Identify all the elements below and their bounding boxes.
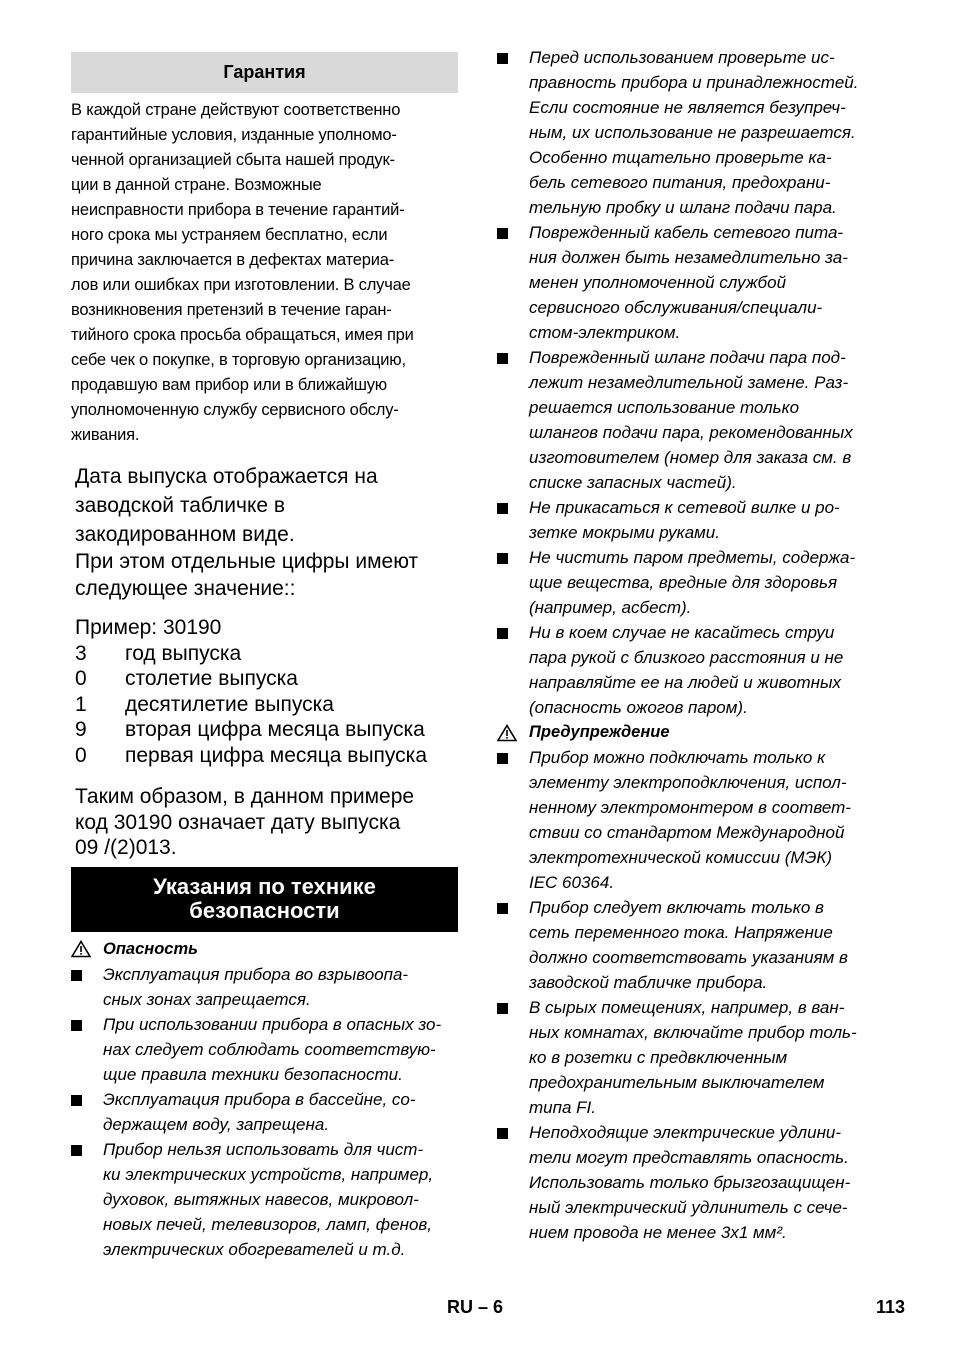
bullet-square-icon — [497, 220, 529, 345]
warning-label — [497, 720, 892, 745]
text-line: бель сетевого питания, предохрани- — [529, 173, 831, 192]
bullet-text — [103, 1012, 441, 1087]
example-line: Пример: 30190 — [75, 616, 222, 639]
right-column — [497, 45, 892, 1245]
text-line: (опасность ожогов паром). — [529, 698, 748, 717]
bullet-square-icon — [497, 895, 529, 995]
text-line: лежит незамедлительной замене. Раз- — [529, 373, 849, 392]
text-line: Не прикасаться к сетевой вилке и ро- — [529, 498, 840, 517]
bullet-square-icon — [71, 962, 103, 1012]
text-line: нием провода не менее 3x1 мм². — [529, 1223, 787, 1242]
code-meaning: вторая цифра месяца выпуска — [125, 718, 425, 741]
bullet-item — [71, 1137, 458, 1262]
text-line: правность прибора и принадлежностей. — [529, 73, 859, 92]
bullet-item — [497, 495, 892, 545]
code-row — [75, 641, 458, 667]
bullet-item — [497, 45, 892, 220]
bullet-item — [497, 345, 892, 495]
text-line: ствии со стандартом Международной — [529, 823, 845, 842]
safety-heading-line: безопасности — [189, 897, 340, 923]
danger-label-text: Опасность — [103, 939, 198, 958]
text-line: Прибор можно подключать только к — [529, 748, 826, 767]
text-line: сеть переменного тока. Напряжение — [529, 923, 833, 942]
text-line: предохранительным выключателем — [529, 1073, 825, 1092]
text-line: При использовании прибора в опасных зо- — [103, 1014, 442, 1034]
bullet-square-icon — [497, 995, 529, 1120]
text-line: зетке мокрыми руками. — [529, 523, 720, 542]
text-line: тийного срока просьба обращаться, имея при — [71, 326, 414, 344]
text-line: менен уполномоченной службой — [529, 273, 787, 292]
bullet-square-icon — [71, 1012, 103, 1087]
text-line: уполномоченную службу сервисного обслу- — [71, 401, 399, 419]
text-line: ния должен быть незамедлительно за- — [529, 248, 848, 267]
page-number: 113 — [876, 1297, 906, 1317]
text-line: Ни в коем случае не касайтесь струи — [529, 623, 835, 642]
warning-triangle-icon — [497, 724, 529, 742]
text-line: В сырых помещениях, например, в ван- — [529, 998, 845, 1017]
text-line: типа FI. — [529, 1098, 596, 1117]
bullet-item — [497, 220, 892, 345]
text-line: решается использование только — [529, 398, 800, 417]
code-meaning: первая цифра месяца выпуска — [125, 743, 428, 767]
text-line: держащем воду, запрещена. — [103, 1114, 330, 1134]
bullet-square-icon — [497, 745, 529, 895]
bullet-square-icon — [497, 1120, 529, 1245]
bullet-square-icon — [497, 495, 529, 545]
text-line: гарантийные условия, изданные уполномо- — [71, 126, 397, 144]
text-line: направляйте ее на людей и животных — [529, 673, 842, 692]
bullet-item — [497, 545, 892, 620]
text-line: продавшую вам прибор или в ближайшую — [71, 376, 387, 394]
danger-label — [71, 937, 458, 962]
text-line: новых печей, телевизоров, ламп, фенов, — [103, 1214, 432, 1234]
text-line: ный электрический удлинитель с сече- — [529, 1198, 848, 1217]
bullet-text — [529, 1120, 850, 1245]
bullet-text — [529, 220, 848, 345]
text-line: ных комнатах, включайте прибор толь- — [529, 1023, 857, 1042]
bullet-square-icon — [497, 345, 529, 495]
warning-label-text: Предупреждение — [529, 723, 670, 741]
bullet-text — [529, 895, 848, 995]
text-line: изготовителем (номер для заказа см. в — [529, 448, 852, 467]
bullet-square-icon — [497, 620, 529, 720]
text-line: ного срока мы устраняем бесплатно, если — [71, 226, 388, 244]
code-meaning: столетие выпуска — [125, 667, 298, 690]
code-meaning: десятилетие выпуска — [125, 692, 334, 716]
text-line: щие правила техники безопасности. — [103, 1064, 403, 1084]
intro-line: При этом отдельные цифры имеют — [75, 550, 419, 573]
text-line: электротехнической комиссии (МЭК) — [529, 848, 833, 867]
code-digit: 0 — [75, 667, 87, 690]
text-line: должно соответствовать указаниям в — [529, 948, 848, 967]
text-line: духовок, вытяжных навесов, микровол- — [103, 1189, 419, 1209]
text-line: Особенно тщательно проверьте ка- — [529, 148, 832, 167]
text-line: живания. — [71, 426, 140, 444]
bullet-square-icon — [71, 1137, 103, 1262]
bullet-item — [71, 1012, 458, 1087]
text-line: Эксплуатация прибора во взрывоопа- — [103, 964, 409, 984]
text-line: стом-электриком. — [529, 323, 681, 342]
code-row — [75, 717, 458, 743]
text-line: Перед использованием проверьте ис- — [529, 48, 835, 67]
intro-line: закодированном виде. — [75, 523, 295, 546]
code-digit: 0 — [75, 743, 87, 767]
text-line: лов или ошибках при изготовлении. В случае — [71, 276, 411, 294]
code-row — [75, 743, 458, 769]
text-line: ным, их использование не разрешается. — [529, 123, 856, 142]
text-line: В каждой стране действуют соответственно — [71, 101, 401, 119]
text-line: Не чистить паром предметы, содержа- — [529, 548, 856, 567]
code-row — [75, 692, 458, 718]
code-meaning: год выпуска — [125, 641, 242, 665]
bullet-item — [497, 995, 892, 1120]
danger-list — [71, 962, 458, 1262]
safety-heading — [71, 867, 458, 932]
bullet-text — [103, 1137, 433, 1262]
text-line: списке запасных частей). — [529, 473, 737, 492]
code-digit: 3 — [75, 641, 87, 665]
intro-line: Дата выпуска отображается на — [75, 465, 378, 488]
bullet-text — [529, 545, 855, 620]
bullet-item — [497, 620, 892, 720]
bullet-text — [529, 620, 843, 720]
conclusion-line: код 30190 означает дату выпуска — [75, 810, 401, 834]
code-table — [75, 641, 458, 769]
conclusion — [75, 784, 458, 861]
bullet-text — [529, 495, 840, 545]
bullet-square-icon — [497, 545, 529, 620]
footer-section-label: RU – 6 — [447, 1297, 504, 1317]
text-line: тельную пробку и шланг подачи пара. — [529, 198, 837, 217]
warning-list — [497, 745, 892, 1245]
text-line: (например, асбест). — [529, 598, 692, 617]
warranty-heading: Гарантия — [71, 52, 458, 93]
text-line: элементу электроподключения, испол- — [529, 773, 847, 792]
text-line: IEC 60364. — [529, 873, 615, 892]
text-line: щие вещества, вредные для здоровья — [529, 573, 838, 592]
left-column — [71, 52, 458, 1262]
safety-heading-line: Указания по технике — [153, 873, 376, 899]
text-line: Поврежденный шланг подачи пара под- — [529, 348, 846, 367]
text-line: ки электрических устройств, например, — [103, 1164, 434, 1184]
text-line: заводской табличке прибора. — [529, 973, 768, 992]
code-digit: 9 — [75, 718, 87, 741]
text-line: Прибор следует включать только в — [529, 898, 824, 917]
bullet-text — [529, 995, 857, 1120]
text-line: Эксплуатация прибора в бассейне, со- — [103, 1089, 416, 1109]
text-line: Неподходящие электрические удлини- — [529, 1123, 842, 1142]
text-line: сервисного обслуживания/специали- — [529, 298, 823, 317]
intro-line: следующее значение:: — [75, 577, 296, 600]
text-line: Если состояние не является безупреч- — [529, 98, 846, 117]
bullet-item — [71, 962, 458, 1012]
bullet-square-icon — [71, 1087, 103, 1137]
bullet-item — [71, 1087, 458, 1137]
intro-line: заводской табличке в — [75, 494, 286, 517]
production-date-section — [71, 462, 458, 861]
text-line: ко в розетки с предвключенным — [529, 1048, 788, 1067]
text-line: возникновения претензий в течение гаран- — [71, 301, 392, 319]
text-line: себе чек о покупке, в торговую организацию, — [71, 351, 406, 369]
text-line: ченной организацией сбыта нашей продук- — [71, 151, 395, 169]
bullet-text — [529, 45, 858, 220]
text-line: нах следует соблюдать соответствую- — [103, 1039, 436, 1059]
text-line: причина заключается в дефектах материа- — [71, 251, 395, 269]
bullet-text — [529, 345, 853, 495]
safety-list — [497, 45, 892, 720]
text-line: ции в данной стране. Возможные — [71, 176, 322, 194]
text-line: Поврежденный кабель сетевого пита- — [529, 223, 844, 242]
text-line: ненному электромонтером в соответ- — [529, 798, 851, 817]
text-line: тели могут представлять опасность. — [529, 1148, 849, 1167]
bullet-item — [497, 895, 892, 995]
bullet-text — [103, 1087, 416, 1137]
text-line: неисправности прибора в течение гарантий- — [71, 201, 405, 219]
bullet-square-icon — [497, 45, 529, 220]
warranty-text — [71, 98, 458, 448]
code-row — [75, 666, 458, 692]
text-line: электрических обогревателей и т.д. — [103, 1239, 406, 1259]
bullet-item — [497, 1120, 892, 1245]
text-line: Использовать только брызгозащищен- — [529, 1173, 851, 1192]
text-line: Прибор нельзя использовать для чист- — [103, 1139, 424, 1159]
text-line: пара рукой с близкого расстояния и не — [529, 648, 844, 667]
conclusion-line: 09 /(2)013. — [75, 836, 177, 859]
bullet-item — [497, 745, 892, 895]
text-line: сных зонах запрещается. — [103, 989, 311, 1009]
bullet-text — [103, 962, 408, 1012]
bullet-text — [529, 745, 851, 895]
text-line: шлангов подачи пара, рекомендованных — [529, 423, 853, 442]
warning-triangle-icon — [71, 940, 103, 958]
conclusion-line: Таким образом, в данном примере — [75, 785, 415, 808]
code-digit: 1 — [75, 692, 87, 716]
